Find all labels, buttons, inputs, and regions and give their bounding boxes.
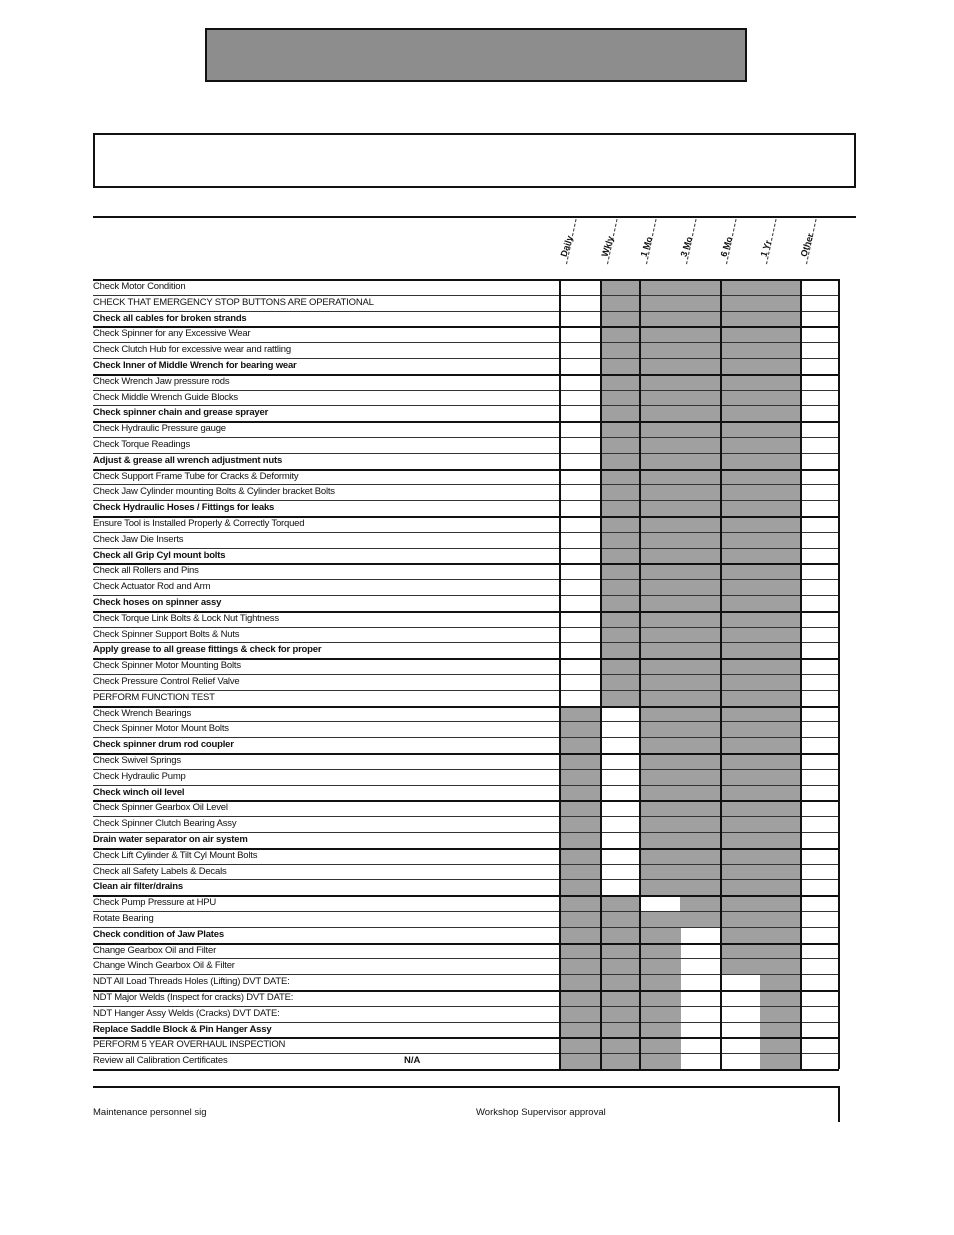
task-label: Check all Grip Cyl mount bolts <box>93 549 226 561</box>
task-label: Check Jaw Cylinder mounting Bolts & Cylinder bracket Bolts <box>93 486 335 498</box>
row-divider <box>93 374 839 376</box>
row-divider <box>93 1037 839 1039</box>
row-divider <box>93 785 839 786</box>
row-divider <box>93 848 839 850</box>
row-divider <box>93 1006 839 1007</box>
row-divider <box>93 595 839 596</box>
row-divider <box>93 769 839 770</box>
row-divider <box>93 500 839 501</box>
frequency-header-label: 1 Yr <box>758 238 774 258</box>
row-divider <box>93 832 839 833</box>
row-divider <box>93 737 839 738</box>
row-divider <box>93 469 839 471</box>
task-label: Check Wrench Jaw pressure rods <box>93 375 230 387</box>
task-label: Check Spinner Clutch Bearing Assy <box>93 818 237 830</box>
task-label: PERFORM 5 YEAR OVERHAUL INSPECTION <box>93 1039 286 1051</box>
task-label: PERFORM FUNCTION TEST <box>93 691 215 703</box>
task-label: Apply grease to all grease fittings & check for proper <box>93 644 322 656</box>
row-divider <box>93 279 839 281</box>
task-label: Check Hydraulic Hoses / Fittings for leaks <box>93 502 275 514</box>
task-label: Check all cables for broken strands <box>93 312 247 324</box>
row-divider <box>93 642 839 643</box>
shaded-band <box>559 706 600 1069</box>
row-divider <box>93 990 839 992</box>
task-label: Replace Saddle Block & Pin Hanger Assy <box>93 1023 272 1035</box>
task-label: Drain water separator on air system <box>93 834 248 845</box>
unshaded-cell <box>640 895 680 911</box>
row-divider <box>93 658 839 660</box>
task-label: Check Spinner Motor Mount Bolts <box>93 723 229 735</box>
column-divider <box>639 279 641 1069</box>
task-label: Clean air filter/drains <box>93 881 183 893</box>
last-row-extra-value: N/A <box>404 1055 421 1067</box>
task-label: Check Spinner Gearbox Oil Level <box>93 802 228 814</box>
row-divider <box>93 1022 839 1023</box>
row-divider <box>93 800 839 802</box>
row-divider <box>93 974 839 975</box>
task-label: Check Motor Condition <box>93 281 186 292</box>
row-divider <box>93 721 839 722</box>
row-divider <box>93 864 839 865</box>
row-divider <box>93 563 839 565</box>
task-label: Check Wrench Bearings <box>93 707 192 719</box>
task-label: Check Torque Link Bolts & Lock Nut Tightness <box>93 612 279 624</box>
column-divider <box>559 279 561 1069</box>
column-divider <box>720 279 722 1069</box>
row-divider <box>93 627 839 628</box>
task-label: CHECK THAT EMERGENCY STOP BUTTONS ARE OPERATIONAL <box>93 296 374 308</box>
row-divider <box>93 579 839 580</box>
task-label: Check Pressure Control Relief Valve <box>93 676 240 687</box>
row-divider <box>93 943 839 945</box>
task-label: Check all Rollers and Pins <box>93 565 199 577</box>
row-divider <box>93 358 839 359</box>
row-divider <box>93 405 839 406</box>
row-divider <box>93 674 839 675</box>
task-label: Check Middle Wrench Guide Blocks <box>93 391 238 403</box>
task-label: Check spinner drum rod coupler <box>93 739 234 751</box>
task-label: Adjust & grease all wrench adjustment nuts <box>93 454 283 466</box>
frequency-header-label: Other <box>798 232 816 258</box>
task-label: Change Gearbox Oil and Filter <box>93 944 217 956</box>
task-label: Check Jaw Die Inserts <box>93 533 184 545</box>
shaded-band <box>600 895 639 1069</box>
footer-rule <box>93 1086 839 1088</box>
task-label: Check Spinner Support Bolts & Nuts <box>93 628 240 640</box>
row-divider <box>93 816 839 817</box>
column-divider <box>600 279 602 1069</box>
row-divider <box>93 311 839 312</box>
supervisor-approval-label: Workshop Supervisor approval <box>476 1107 606 1118</box>
row-divider <box>93 879 839 880</box>
task-label: Check Hydraulic Pump <box>93 770 186 782</box>
task-label: Check winch oil level <box>93 786 185 798</box>
task-label: Check Lift Cylinder & Tilt Cyl Mount Bolts <box>93 849 258 861</box>
frequency-header-label: Daily <box>558 234 575 258</box>
row-divider <box>93 532 839 533</box>
row-divider <box>93 927 839 928</box>
task-label: Change Winch Gearbox Oil & Filter <box>93 960 235 972</box>
task-label: Check Spinner Motor Mounting Bolts <box>93 660 241 672</box>
task-label: Check hoses on spinner assy <box>93 597 222 608</box>
task-label: Ensure Tool is Installed Properly & Correctly Torqued <box>93 518 305 529</box>
row-divider <box>93 484 839 485</box>
task-label: Review all Calibration Certificates <box>93 1055 228 1067</box>
frequency-header-label: Wkly <box>599 234 616 258</box>
task-label: Check Hydraulic Pressure gauge <box>93 423 226 435</box>
row-divider <box>93 548 839 549</box>
maintenance-signature-label: Maintenance personnel sig <box>93 1107 207 1118</box>
row-divider <box>93 326 839 328</box>
row-divider <box>93 690 839 691</box>
task-label: Check all Safety Labels & Decals <box>93 865 227 877</box>
row-divider <box>93 895 839 897</box>
frequency-header-label: 1 Mo <box>638 235 655 258</box>
task-label: Check Support Frame Tube for Cracks & Deformity <box>93 470 299 482</box>
row-divider <box>93 706 839 708</box>
row-divider <box>93 421 839 423</box>
task-label: Check Swivel Springs <box>93 755 181 766</box>
task-label: Rotate Bearing <box>93 913 154 924</box>
footer-right-border <box>838 1086 840 1122</box>
row-divider <box>93 342 839 343</box>
row-divider <box>93 453 839 454</box>
row-divider <box>93 611 839 613</box>
task-label: Check spinner chain and grease sprayer <box>93 407 269 419</box>
column-divider <box>838 279 840 1069</box>
row-divider <box>93 1053 839 1054</box>
row-divider <box>93 295 839 296</box>
frequency-header-label: 6 Mo <box>718 235 735 258</box>
task-label: Check Inner of Middle Wrench for bearing wear <box>93 360 297 371</box>
row-divider <box>93 1069 839 1071</box>
frequency-header-label: 3 Mo <box>678 235 695 258</box>
task-label: NDT All Load Threads Holes (Lifting) DVT DATE: <box>93 976 290 988</box>
task-label: NDT Major Welds (Inspect for cracks) DVT DATE: <box>93 992 294 1003</box>
task-label: Check Spinner for any Excessive Wear <box>93 328 251 340</box>
task-label: Check Clutch Hub for excessive wear and rattling <box>93 344 291 356</box>
task-label: NDT Hanger Assy Welds (Cracks) DVT DATE: <box>93 1007 280 1019</box>
row-divider <box>93 911 839 912</box>
task-label: Check condition of Jaw Plates <box>93 928 224 940</box>
task-label: Check Torque Readings <box>93 439 191 450</box>
row-divider <box>93 516 839 518</box>
row-divider <box>93 437 839 438</box>
task-label: Check Pump Pressure at HPU <box>93 897 217 909</box>
row-divider <box>93 753 839 755</box>
row-divider <box>93 390 839 391</box>
column-divider <box>800 279 802 1069</box>
row-divider <box>93 958 839 959</box>
task-label: Check Actuator Rod and Arm <box>93 581 211 593</box>
